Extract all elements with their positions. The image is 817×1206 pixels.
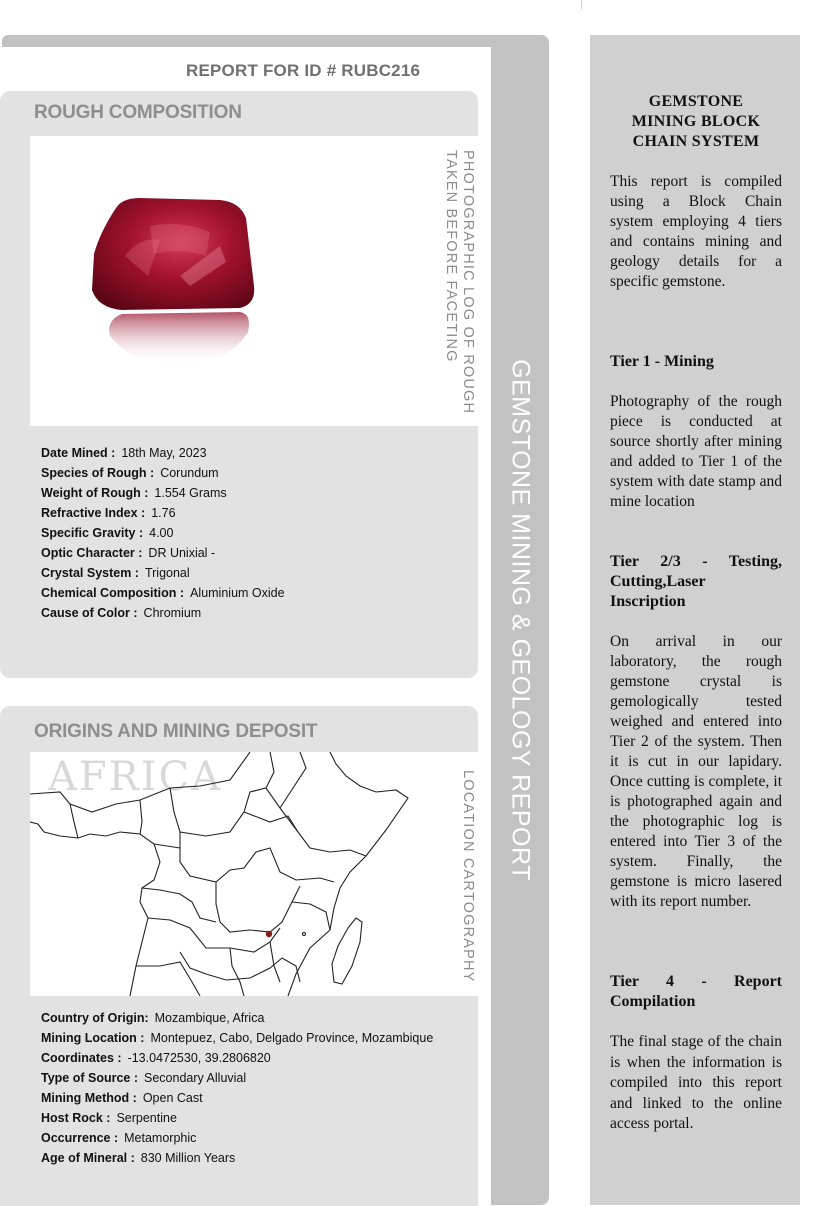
rough-caption-line1: PHOTOGRAPHIC LOG OF ROUGH	[460, 150, 476, 415]
property-label: Crystal System :	[41, 566, 139, 580]
property-label: Chemical Composition :	[41, 586, 185, 600]
property-row-species	[41, 463, 285, 483]
property-row-refractive-index	[41, 503, 285, 523]
rough-gem-photo	[30, 136, 322, 426]
sidebar-intro-text: This report is compiled using a Block Chain system employing 4 tiers and contains mining and geology details for a specific gemstone.	[610, 173, 782, 290]
property-value: Chromium	[143, 606, 202, 620]
property-value: 1.76	[151, 506, 176, 520]
top-tick-mark	[581, 0, 582, 9]
property-value: 830 Million Years	[140, 1151, 236, 1165]
rough-gem-image	[30, 136, 322, 426]
property-row-mining-location	[41, 1028, 433, 1048]
property-row-date-mined	[41, 443, 285, 463]
tier4-heading: Tier 4 - Report Compilation	[610, 973, 782, 1010]
property-value: -13.0472530, 39.2806820	[127, 1051, 271, 1065]
property-row-chemical-composition	[41, 583, 285, 603]
location-map	[30, 752, 478, 996]
property-label: Country of Origin:	[41, 1011, 149, 1025]
sidebar-title-line2: MINING BLOCK	[631, 113, 761, 130]
property-label: Optic Character :	[41, 546, 143, 560]
property-row-crystal-system	[41, 563, 285, 583]
property-label: Date Mined :	[41, 446, 116, 460]
report-id-heading: REPORT FOR ID # RUBC216	[186, 61, 421, 80]
sidebar-title	[610, 92, 782, 152]
property-label: Refractive Index :	[41, 506, 146, 520]
property-value: Mozambique, Africa	[154, 1011, 265, 1025]
property-label: Weight of Rough :	[41, 486, 149, 500]
africa-map-outline	[30, 752, 478, 996]
property-label: Mining Method :	[41, 1091, 137, 1105]
vertical-report-title: GEMSTONE MINING & GEOLOGY REPORT	[506, 359, 535, 881]
rough-composition-title: ROUGH COMPOSITION	[34, 102, 242, 123]
property-value: Open Cast	[142, 1091, 203, 1105]
property-value: 18th May, 2023	[121, 446, 207, 460]
tier1-text: Photography of the rough piece is conducted at source shortly after mining and added to Tier 1 of the system with date stamp and mine location	[610, 393, 782, 510]
property-value: DR Unixial -	[148, 546, 216, 560]
property-value: Serpentine	[116, 1111, 177, 1125]
property-row-specific-gravity	[41, 523, 285, 543]
property-value: 1.554 Grams	[154, 486, 227, 500]
sidebar-title-line1: GEMSTONE	[648, 93, 744, 110]
property-row-host-rock	[41, 1108, 433, 1128]
property-row-optic-character	[41, 543, 285, 563]
tier4-text: The final stage of the chain is when the information is compiled into this report and linked to the online access portal.	[610, 1033, 782, 1132]
property-label: Occurrence :	[41, 1131, 119, 1145]
property-row-source-type	[41, 1068, 433, 1088]
property-value: Secondary Alluvial	[144, 1071, 247, 1085]
map-caption: LOCATION CARTOGRAPHY	[460, 770, 476, 983]
property-value: Metamorphic	[124, 1131, 197, 1145]
property-label: Cause of Color :	[41, 606, 138, 620]
property-value: Corundum	[160, 466, 219, 480]
origin-properties-list	[41, 1008, 433, 1168]
property-label: Specific Gravity :	[41, 526, 144, 540]
property-row-weight	[41, 483, 285, 503]
rough-caption-line2: TAKEN BEFORE FACETING	[443, 150, 459, 363]
origins-title: ORIGINS AND MINING DEPOSIT	[34, 721, 318, 742]
property-row-occurrence	[41, 1128, 433, 1148]
tier1-heading: Tier 1 - Mining	[610, 353, 714, 370]
map-watermark: AFRICA	[48, 754, 223, 800]
property-row-coordinates	[41, 1048, 433, 1068]
tier23-heading: Tier 2/3 - Testing, Cutting,Laser Inscription	[610, 553, 782, 610]
rough-photo-caption	[442, 150, 476, 414]
property-row-mineral-age	[41, 1148, 433, 1168]
property-label: Species of Rough :	[41, 466, 155, 480]
property-label: Coordinates :	[41, 1051, 122, 1065]
top-frame-bar	[2, 35, 548, 47]
property-label: Host Rock :	[41, 1111, 111, 1125]
property-label: Mining Location :	[41, 1031, 145, 1045]
sidebar-title-line3: CHAIN SYSTEM	[632, 133, 760, 150]
property-value: Aluminium Oxide	[190, 586, 285, 600]
property-label: Type of Source :	[41, 1071, 139, 1085]
property-value: Montepuez, Cabo, Delgado Province, Mozambique	[150, 1031, 434, 1045]
property-row-country	[41, 1008, 433, 1028]
property-row-cause-of-color	[41, 603, 285, 623]
property-value: Trigonal	[144, 566, 190, 580]
property-row-mining-method	[41, 1088, 433, 1108]
rough-properties-list	[41, 443, 285, 623]
property-value: 4.00	[149, 526, 174, 540]
property-label: Age of Mineral :	[41, 1151, 135, 1165]
mine-location-marker	[266, 931, 272, 937]
tier23-text: On arrival in our laboratory, the rough gemstone crystal is gemologically tested weighed and entered into Tier 2 of the system. Then it is cut in our lapidary. Once cutting is complete, it is photographed again and the photographic log is entered into Tier 3 of the system. Finally, the gemstone is micro lasered with its report number.	[610, 633, 782, 910]
